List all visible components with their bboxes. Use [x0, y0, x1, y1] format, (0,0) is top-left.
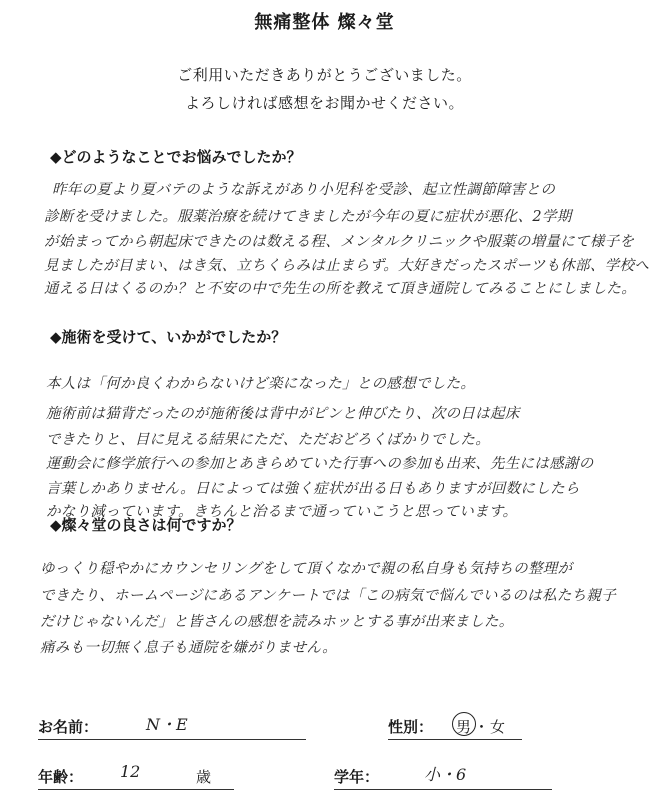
answer-1-line: 診断を受けました。服薬治療を続けてきましたが今年の夏に症状が悪化、2学期	[44, 209, 572, 225]
clinic-title: 無痛整体 燦々堂	[254, 12, 395, 33]
answer-2-line: できたりと、目に見える結果にただ、ただおどろくばかりでした。	[46, 432, 490, 448]
age-underline	[38, 789, 234, 790]
grade-label: 学年：	[334, 768, 380, 786]
gender-underline	[388, 739, 522, 740]
age-value: 12	[120, 762, 141, 781]
name-value: N・E	[146, 715, 188, 734]
answer-2-line: 施術前は猫背だったのが施術後は背中がピンと伸びたり、次の日は起床	[46, 406, 520, 422]
answer-2-line: 運動会に修学旅行への参加とあきらめていた行事への参加も出来、先生には感謝の	[46, 456, 594, 472]
answer-3-line: 痛みも一切無く息子も通院を嫌がりません。	[40, 640, 337, 656]
answer-1-line: が始まってから朝起床できたのは数える程、メンタルクリニックや服薬の増量にて様子を	[44, 234, 635, 250]
name-label: お名前：	[38, 718, 99, 736]
answer-2-line: 本人は「何か良くわからないけど楽になった」との感想でした。	[46, 376, 476, 392]
question-1-label: ◆どのようなことでお悩みでしたか？	[50, 148, 302, 166]
answer-2-line: 言葉しかありません。日によっては強く症状が出る日もありますが回数にしたら	[46, 481, 580, 497]
answer-1-line: 見ましたが目まい、はき気、立ちくらみは止まらず。大好きだったスポーツも休部、学校へ	[44, 258, 649, 274]
answer-3-line: だけじゃないんだ」と皆さんの感想を読みホッとする事が出来ました。	[40, 614, 514, 630]
name-underline	[38, 739, 306, 740]
grade-underline	[334, 789, 552, 790]
gender-option-male: 男	[456, 718, 472, 736]
answer-3-line: ゆっくり穏やかにカウンセリングをして頂くなかで親の私自身も気持ちの整理が	[40, 561, 573, 577]
answer-2-line: かなり減っています。きちんと治るまで通っていこうと思っています。	[46, 504, 518, 520]
gender-separator: ・	[474, 718, 490, 736]
answer-3-line: できたり、ホームページにあるアンケートでは「この病気で悩んでいるのは私たち親子	[40, 588, 617, 604]
age-label: 年齢：	[38, 768, 84, 786]
age-unit: 歳	[196, 768, 212, 786]
grade-value: 小・6	[424, 765, 467, 784]
gender-label: 性別：	[388, 718, 434, 736]
answer-1-line: 通える日はくるのか？と不安の中で先生の所を教えて頂き通院してみることにしました。	[44, 281, 636, 297]
answer-1-line: 昨年の夏より夏バテのような訴えがあり小児科を受診、起立性調節障害との	[52, 182, 556, 198]
thanks-line-1: ご利用いただきありがとうございました。	[177, 66, 472, 84]
question-2-label: ◆施術を受けて、いかがでしたか？	[50, 328, 287, 346]
gender-option-female: 女	[490, 718, 506, 736]
question-3-label: ◆燦々堂の良さは何ですか？	[50, 516, 242, 534]
thanks-line-2: よろしければ感想をお聞かせください。	[184, 94, 464, 112]
